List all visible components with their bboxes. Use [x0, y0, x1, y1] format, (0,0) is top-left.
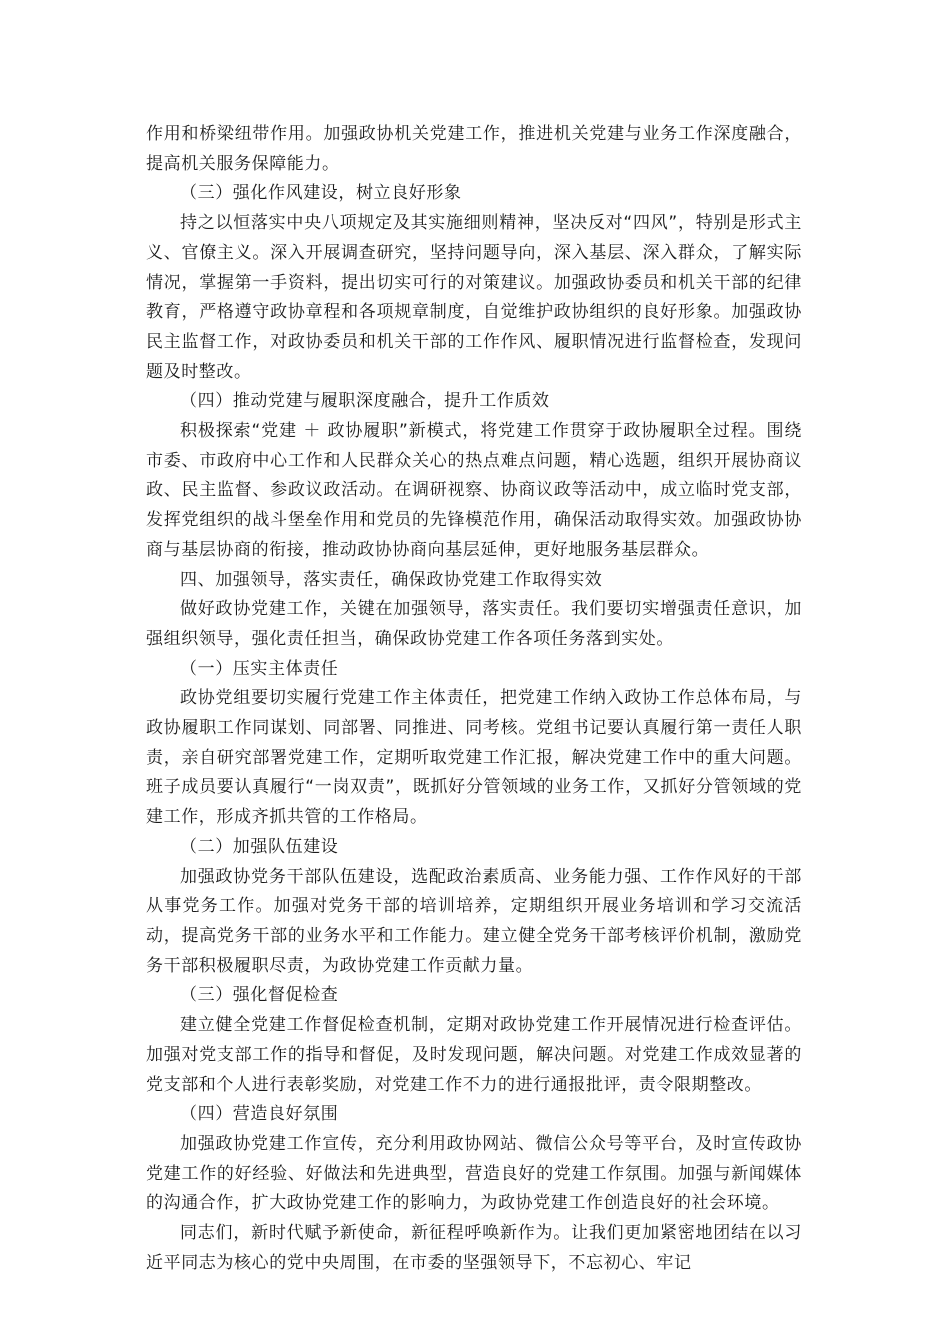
paragraph: 建立健全党建工作督促检查机制，定期对政协党建工作开展情况进行检查评估。加强对党支部工作的指导和督促，及时发现问题，解决问题。对党建工作成效显著的党支部和个人进行表彰奖励，对党建工作不力的进行通报批评，责令限期整改。 [146, 1015, 802, 1095]
section-heading: （二）加强队伍建设 [180, 836, 339, 857]
paragraph: 政协党组要切实履行党建工作主体责任，把党建工作纳入政协工作总体布局，与政协履职工作同谋划、同部署、同推进、同考核。党组书记要认真履行第一责任人职责，亲自研究部署党建工作，定期听取党建工作汇报，解决党建工作中的重大问题。班子成员要认真履行“一岗双责”，既抓好分管领域的业务工作，又抓好分管领域的党建工作，形成齐抓共管的工作格局。 [146, 688, 802, 828]
paragraph: 持之以恒落实中央八项规定及其实施细则精神，坚决反对“四风”，特别是形式主义、官僚主义。深入开展调查研究，坚持问题导向，深入基层、深入群众，了解实际情况，掌握第一手资料，提出切实可行的对策建议。加强政协委员和机关干部的纪律教育，严格遵守政协章程和各项规章制度，自觉维护政协组织的良好形象。加强政协民主监督工作，对政协委员和机关干部的工作作风、履职情况进行监督检查，发现问题及时整改。 [146, 213, 802, 382]
paragraph: 同志们，新时代赋予新使命，新征程呼唤新作为。让我们更加紧密地团结在以习近平同志为核心的党中央周围，在市委的坚强领导下，不忘初心、牢记 [146, 1223, 802, 1273]
document-body [146, 120, 802, 1278]
section-heading: （四）推动党建与履职深度融合，提升工作质效 [180, 391, 550, 412]
section-heading: （一）压实主体责任 [180, 658, 339, 679]
section-heading: （三）强化作风建设，树立良好形象 [180, 183, 462, 204]
section-heading: （四）营造良好氛围 [180, 1104, 339, 1125]
section-heading: 四、加强领导，落实责任，确保政协党建工作取得实效 [180, 569, 603, 590]
paragraph: 加强政协党务干部队伍建设，选配政治素质高、业务能力强、工作作风好的干部从事党务工作。加强对党务干部的培训培养，定期组织开展业务培训和学习交流活动，提高党务干部的业务水平和工作能力。建立健全党务干部考核评价机制，激励党务干部积极履职尽责，为政协党建工作贡献力量。 [146, 866, 802, 976]
section-heading: （三）强化督促检查 [180, 985, 339, 1006]
paragraph-continued: 作用和桥梁纽带作用。加强政协机关党建工作，推进机关党建与业务工作深度融合，提高机关服务保障能力。 [146, 124, 802, 174]
paragraph: 加强政协党建工作宣传，充分利用政协网站、微信公众号等平台，及时宣传政协党建工作的好经验、好做法和先进典型，营造良好的党建工作氛围。加强与新闻媒体的沟通合作，扩大政协党建工作的影响力，为政协党建工作创造良好的社会环境。 [146, 1133, 802, 1214]
paragraph: 积极探索“党建 ＋ 政协履职”新模式，将党建工作贯穿于政协履职全过程。围绕市委、市政府中心工作和人民群众关心的热点难点问题，精心选题，组织开展协商议政、民主监督、参政议政活动。在调研视察、协商议政等活动中，成立临时党支部，发挥党组织的战斗堡垒作用和党员的先锋模范作用，确保活动取得实效。加强政协协商与基层协商的衔接，推动政协协商向基层延伸，更好地服务基层群众。 [146, 421, 802, 560]
paragraph: 做好政协党建工作，关键在加强领导，落实责任。我们要切实增强责任意识，加强组织领导，强化责任担当，确保政协党建工作各项任务落到实处。 [146, 599, 802, 649]
